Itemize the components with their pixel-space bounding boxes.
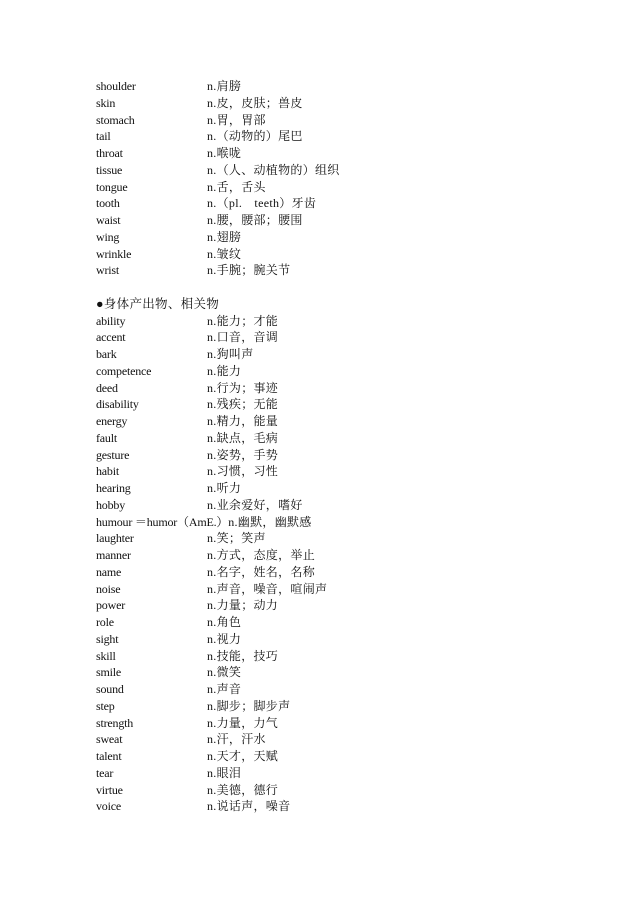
vocab-definition: n.眼泪 [207, 765, 242, 780]
vocab-entry [96, 212, 576, 229]
vocab-entry [96, 346, 576, 363]
vocab-word: hearing [96, 481, 131, 495]
vocab-entry [96, 262, 576, 279]
vocab-definition: n.行为；事迹 [207, 380, 279, 395]
vocab-word: manner [96, 548, 131, 562]
vocab-word: noise [96, 581, 121, 596]
vocab-definition: n.（人、动植物的）组织 [207, 162, 340, 177]
vocab-word: sound [96, 682, 124, 696]
vocab-word: tooth [96, 196, 120, 211]
vocab-word: tissue [96, 162, 123, 177]
vocab-word: tongue [96, 179, 128, 194]
vocab-word: competence [96, 363, 152, 378]
vocab-word: gesture [96, 447, 130, 462]
vocab-word: name [96, 564, 122, 579]
vocab-definition: n.皮，皮肤；兽皮 [207, 95, 303, 110]
vocab-word: accent [96, 330, 126, 345]
vocab-entry [96, 396, 576, 413]
vocab-word: wrinkle [96, 246, 132, 261]
vocab-word: throat [96, 146, 123, 160]
vocab-definition: n.残疾；无能 [207, 397, 279, 412]
vocab-definition: n.习惯，习性 [207, 464, 279, 479]
vocab-word: ability [96, 313, 126, 328]
vocab-word: disability [96, 397, 139, 412]
section-heading: ●身体产出物、相关物 [96, 296, 220, 311]
vocabulary-list [96, 78, 576, 815]
vocab-word: laughter [96, 531, 134, 546]
vocab-definition: n.能力；才能 [207, 313, 279, 328]
vocab-definition: n.狗叫声 [207, 347, 254, 361]
vocab-entry [96, 329, 576, 346]
vocab-entry [96, 179, 576, 196]
vocab-entry [96, 614, 576, 631]
vocab-entry [96, 229, 576, 246]
vocab-entry [96, 430, 576, 447]
vocab-definition: n.胃，胃部 [207, 112, 266, 127]
vocab-entry [96, 497, 576, 514]
vocab-word: power [96, 598, 125, 613]
vocab-entry [96, 480, 576, 497]
vocab-definition: n.技能，技巧 [207, 648, 279, 663]
vocab-word: tail [96, 129, 111, 144]
vocab-entry [96, 765, 576, 782]
vocab-definition: n.说话声，噪音 [207, 799, 291, 814]
vocab-definition: n.手腕；腕关节 [207, 263, 291, 278]
section-spacer [96, 279, 576, 296]
vocab-entry [96, 95, 576, 112]
vocab-entry [96, 246, 576, 263]
vocab-entry [96, 597, 576, 614]
vocab-word: humour ＝humor（AmE.） [96, 514, 229, 529]
vocab-word: energy [96, 414, 128, 428]
vocab-entry [96, 547, 576, 564]
vocab-word: strength [96, 715, 134, 730]
vocab-entry [96, 363, 576, 380]
vocab-word: bark [96, 347, 117, 361]
vocab-word: talent [96, 749, 122, 763]
vocab-entry [96, 798, 576, 815]
vocab-word: skin [96, 95, 116, 110]
vocab-definition: n.美德，德行 [207, 782, 279, 797]
vocab-entry [96, 664, 576, 681]
vocab-entry [96, 748, 576, 765]
vocab-definition: n.力量；动力 [207, 598, 279, 613]
vocab-word: step [96, 698, 115, 713]
vocab-definition: n.微笑 [207, 665, 242, 680]
vocab-definition: n.声音，噪音，喧闹声 [207, 581, 328, 596]
vocab-entry [96, 112, 576, 129]
vocab-entry [96, 631, 576, 648]
vocab-entry [96, 413, 576, 430]
vocab-word: fault [96, 430, 117, 445]
vocab-entry [96, 145, 576, 162]
vocab-word: hobby [96, 497, 126, 512]
vocab-word: role [96, 615, 114, 629]
vocab-definition: n.声音 [207, 682, 242, 696]
vocab-definition: n.翅膀 [207, 229, 242, 244]
vocab-definition: n.（pl. teeth）牙齿 [207, 196, 317, 211]
vocab-definition: n.听力 [207, 481, 242, 495]
vocab-entry [96, 715, 576, 732]
vocab-definition: n.天才，天赋 [207, 749, 279, 763]
vocab-entry [96, 514, 576, 531]
vocab-definition: n.方式，态度，举止 [207, 548, 316, 562]
vocab-definition: n.业余爱好，嗜好 [207, 497, 303, 512]
vocab-entry [96, 564, 576, 581]
vocab-word: virtue [96, 782, 123, 797]
vocab-definition: n.（动物的）尾巴 [207, 129, 303, 144]
vocab-word: wing [96, 229, 120, 244]
vocab-entry [96, 313, 576, 330]
vocab-definition: n.口音，音调 [207, 330, 279, 345]
vocab-word: sight [96, 631, 119, 646]
vocab-definition: n.腰，腰部；腰围 [207, 213, 303, 227]
vocab-word: voice [96, 799, 121, 814]
vocab-word: sweat [96, 732, 123, 747]
vocab-word: tear [96, 765, 114, 780]
vocab-word: stomach [96, 112, 135, 127]
vocab-entry [96, 581, 576, 598]
vocab-definition: n.喉咙 [207, 146, 242, 160]
vocab-word: wrist [96, 263, 120, 278]
vocab-entry [96, 78, 576, 95]
vocab-definition: n.缺点，毛病 [207, 430, 279, 445]
vocab-definition: n.脚步；脚步声 [207, 698, 291, 713]
vocab-entry [96, 162, 576, 179]
vocab-entry [96, 530, 576, 547]
vocab-definition: n.姿势，手势 [207, 447, 279, 462]
vocab-definition: n.肩膀 [207, 79, 242, 93]
vocab-entry [96, 648, 576, 665]
vocab-entry [96, 195, 576, 212]
vocab-word: deed [96, 380, 118, 395]
vocab-definition: n.汗，汗水 [207, 732, 266, 747]
vocab-definition: n.视力 [207, 631, 242, 646]
vocab-entry [96, 447, 576, 464]
vocab-definition: n.舌，舌头 [207, 179, 266, 194]
vocab-word: shoulder [96, 79, 136, 93]
vocab-definition: n.力量，力气 [207, 715, 279, 730]
vocab-entry [96, 782, 576, 799]
vocab-entry [96, 681, 576, 698]
vocab-definition: n.能力 [207, 363, 242, 378]
vocab-definition: n.笑；笑声 [207, 531, 266, 546]
vocab-word: habit [96, 464, 119, 479]
vocab-entry [96, 128, 576, 145]
vocab-word: skill [96, 648, 116, 663]
vocab-definition: n.皱纹 [207, 246, 242, 261]
vocab-definition: n.角色 [207, 615, 242, 629]
vocab-definition: n.精力，能量 [207, 414, 279, 428]
vocab-word: smile [96, 665, 121, 680]
vocab-definition: n.名字，姓名，名称 [207, 564, 316, 579]
vocab-definition: n.幽默，幽默感 [228, 514, 312, 529]
vocab-entry [96, 731, 576, 748]
vocab-word: waist [96, 213, 121, 227]
vocab-entry [96, 380, 576, 397]
vocab-entry [96, 463, 576, 480]
vocab-entry [96, 698, 576, 715]
